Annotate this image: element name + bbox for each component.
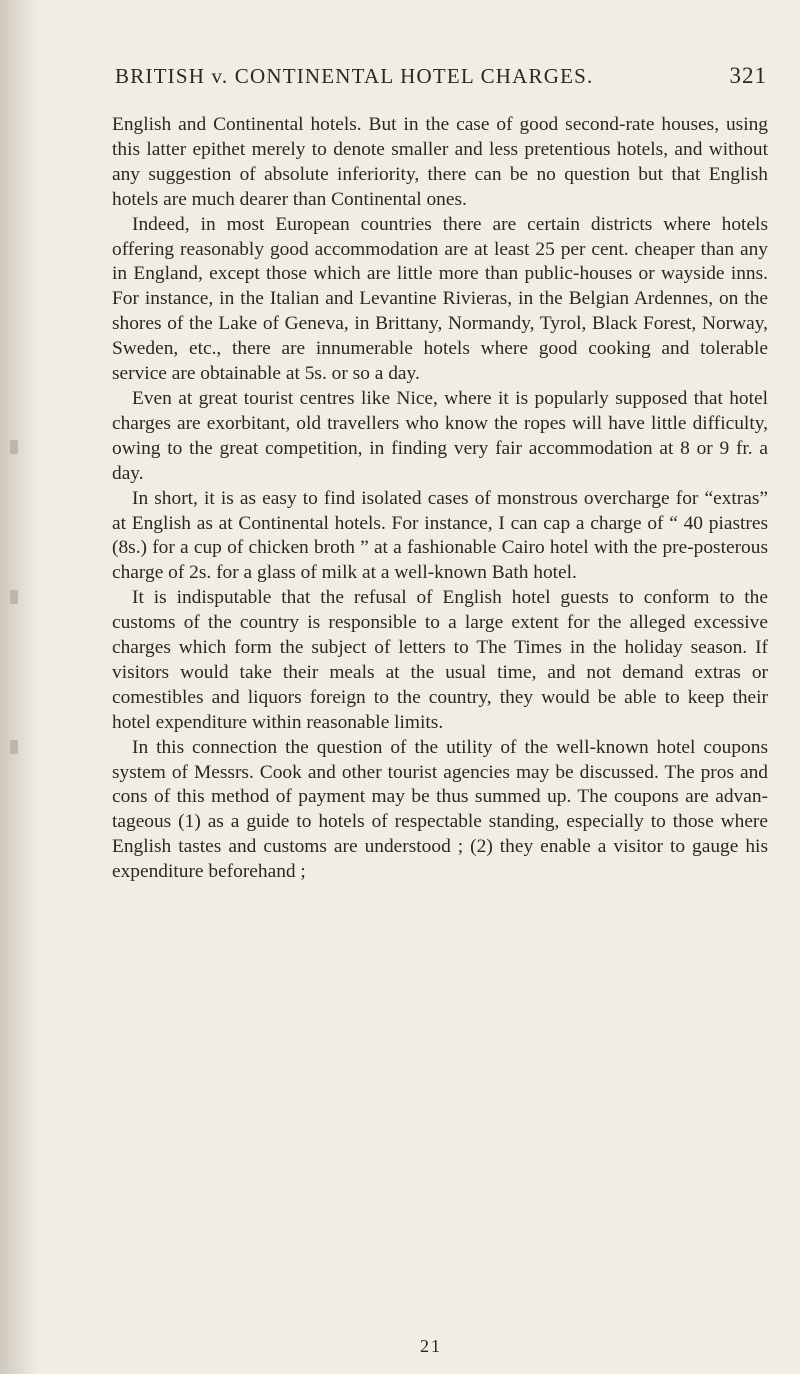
page-text: [112, 113, 768, 885]
paragraph: Indeed, in most European countries there are certain districts where hotels offering reasonably good accommodation are at least 25 per cent. cheaper than any in England, except those which are little more than public-houses or wayside inns. For instance, in the Italian and Levantine Rivieras, in the Belgian Ardennes, on the shores of the Lake of Geneva, in Brittany, Normandy, Tyrol, Black Forest, Norway, Sweden, etc., there are innumerable hotels where good cooking and tolerable service are obtainable at 5s. or so a day.: [112, 213, 768, 385]
signature-mark: 21: [420, 1336, 442, 1356]
page-gutter-shadow: [0, 0, 40, 1374]
gutter-mark: [10, 590, 18, 604]
paragraph-continued: English and Continental hotels. But in the case of good second-rate houses, using this latter epithet merely to denote smaller and less pretentious hotels, and without any suggestion of absolute inferiority, there can be no question but that English hotels are much dearer than Continental ones.: [112, 114, 768, 210]
paragraph: In this connection the question of the utility of the well-known hotel coupons system of Messrs. Cook and other tourist agencies may be discussed. The pros and cons of this method of payment may be thus summed up. The coupons are advan-tageous (1) as a guide to hotels of respectable standing, especially to those where English tastes and customs are understood ; (2) they enable a visitor to gauge his expenditure beforehand ;: [112, 736, 768, 883]
paragraph: It is indisputable that the refusal of English hotel guests to conform to the customs of the country is responsible to a large extent for the alleged excessive charges which form the subject of letters to The Times in the holiday season. If visitors would take their meals at the usual time, and not demand extras or comestibles and liquors foreign to the country, they would be able to keep their hotel expenditure within reasonable limits.: [112, 587, 768, 733]
paragraph: In short, it is as easy to find isolated cases of monstrous overcharge for “extras” at English as at Continental hotels. For instance, I can cap a charge of “ 40 piastres (8s.) for a cup of chicken broth ” at a fashionable Cairo hotel with the pre-posterous charge of 2s. for a glass of milk at a well-known Bath hotel.: [112, 487, 768, 584]
page-header: [115, 64, 767, 98]
page-number: 321: [729, 63, 767, 88]
gutter-mark: [10, 440, 18, 454]
running-head: BRITISH v. CONTINENTAL HOTEL CHARGES.: [115, 64, 594, 88]
gutter-mark: [10, 740, 18, 754]
paragraph: Even at great tourist centres like Nice, where it is popularly supposed that hotel charges are exorbitant, old travellers who know the ropes will have little difficulty, owing to the great competition, in finding very fair accommodation at 8 or 9 fr. a day.: [112, 387, 768, 484]
